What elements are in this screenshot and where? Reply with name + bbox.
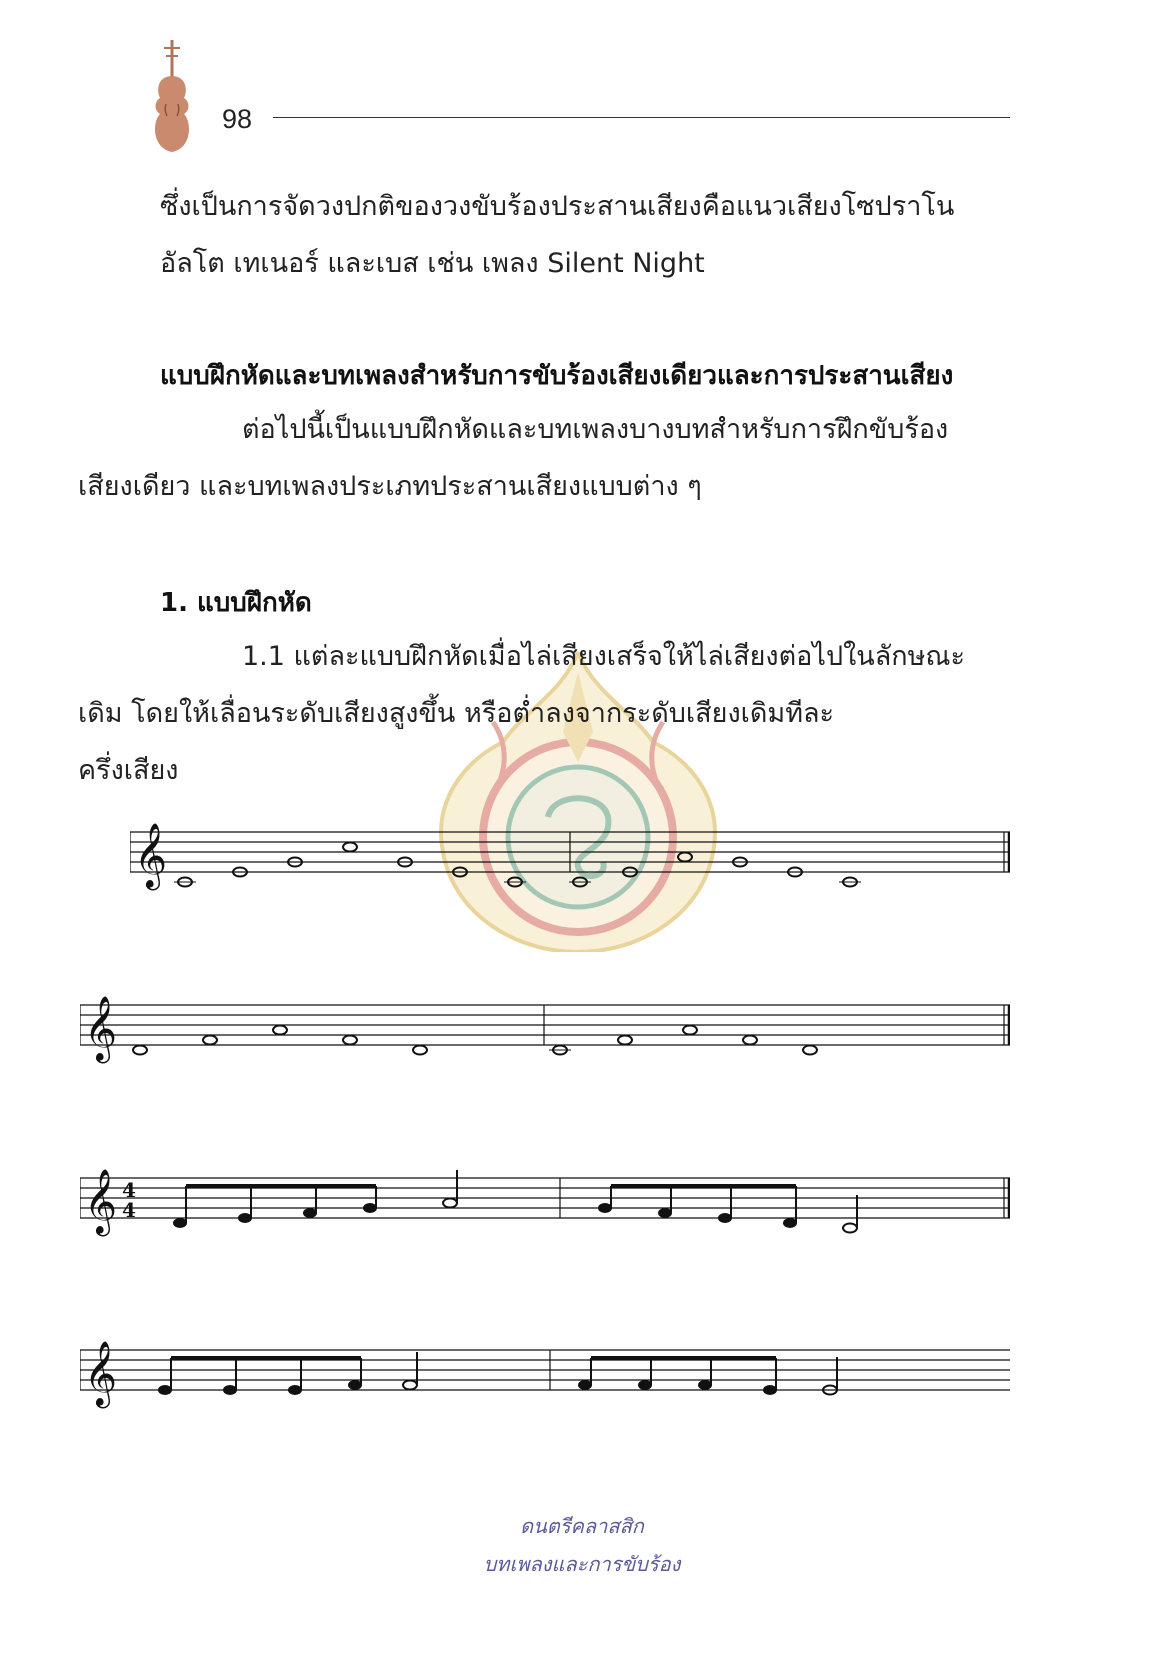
- intro-paragraph: [160, 178, 1010, 292]
- time-signature-top: 4: [122, 1178, 136, 1202]
- music-staff-2: [80, 995, 1010, 1075]
- footer-book-title: ดนตรีคลาสสิก: [520, 1514, 644, 1538]
- music-staff-3: [80, 1168, 1010, 1248]
- header-divider: [273, 117, 1010, 118]
- time-signature-bottom: 4: [122, 1198, 136, 1222]
- treble-clef-icon: 𝄞: [84, 1341, 118, 1406]
- text-line: ต่อไปนี้เป็นแบบฝึกหัดและบทเพลงบางบทสำหรับการฝึกขับร้อง: [242, 414, 949, 445]
- section-paragraph: [78, 401, 1010, 515]
- text-line: 1.1 แต่ละแบบฝึกหัดเมื่อไล่เสียงเสร็จให้ไล่เสียงต่อไปในลักษณะ: [242, 641, 965, 672]
- text-line: เดิม โดยให้เลื่อนระดับเสียงสูงขึ้น หรือต่ำลงจากระดับเสียงเดิมทีละ: [78, 698, 835, 729]
- footer-chapter-title: บทเพลงและการขับร้อง: [483, 1552, 681, 1576]
- treble-clef-icon: 𝄞: [84, 996, 118, 1061]
- section-heading: แบบฝึกหัดและบทเพลงสำหรับการขับร้องเสียงเดียวและการประสานเสียง: [160, 361, 954, 391]
- treble-clef-icon: 𝄞: [84, 1169, 118, 1234]
- text-line: อัลโต เทเนอร์ และเบส เช่น เพลง Silent Night: [160, 248, 705, 279]
- page-header: [150, 38, 1010, 168]
- page-number: 98: [222, 104, 253, 134]
- treble-clef-icon: 𝄞: [134, 823, 168, 888]
- text-line: ครึ่งเสียง: [78, 755, 179, 786]
- exercise-heading: 1. แบบฝึกหัด: [160, 588, 312, 618]
- text-line: เสียงเดียว และบทเพลงประเภทประสานเสียงแบบต่าง ๆ: [78, 471, 702, 502]
- exercise-paragraph: [78, 628, 1010, 799]
- violin-icon: [150, 38, 194, 156]
- text-line: ซึ่งเป็นการจัดวงปกติของวงขับร้องประสานเสียงคือแนวเสียงโซปราโน: [160, 191, 955, 222]
- music-staff-1: [130, 822, 1010, 902]
- music-staff-4: [80, 1340, 1010, 1420]
